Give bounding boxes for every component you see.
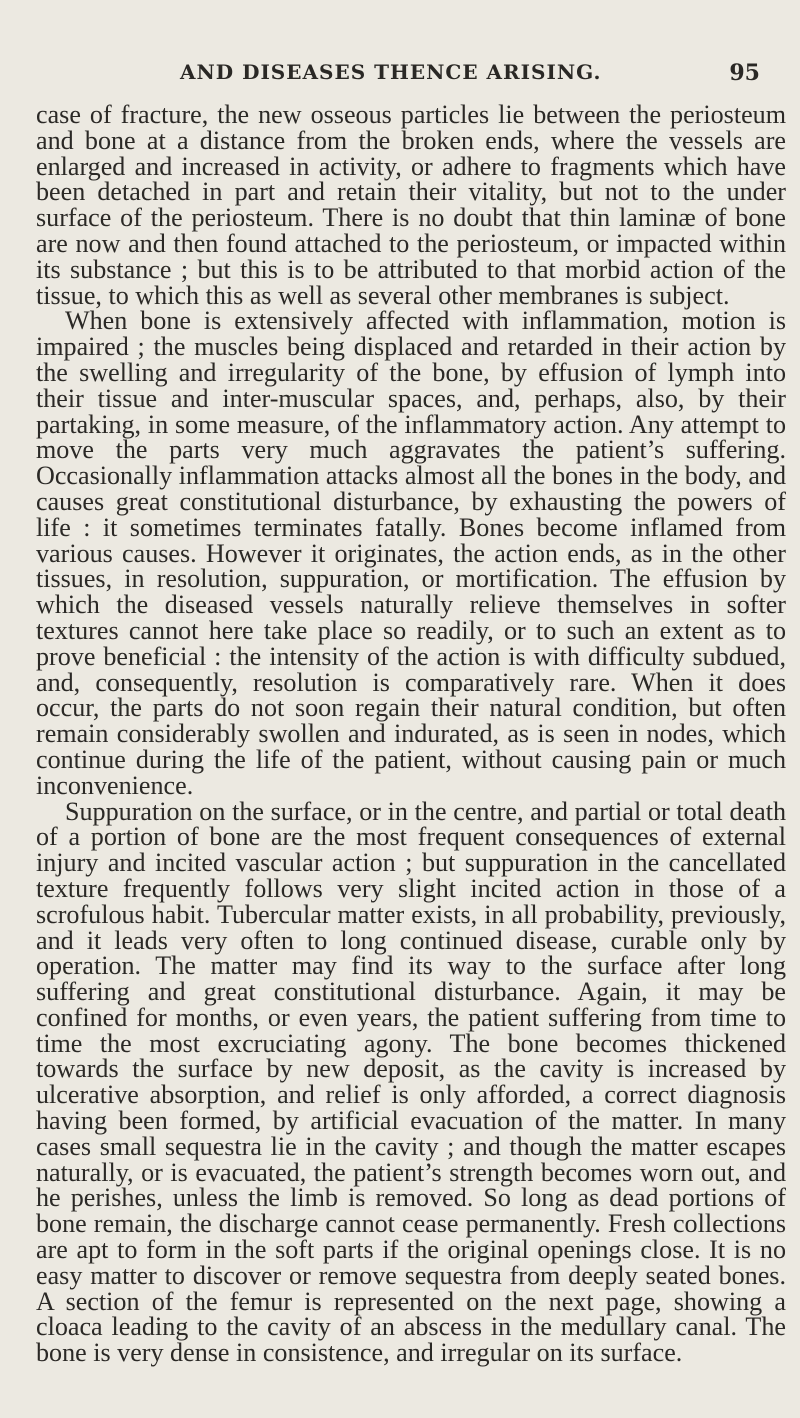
body-text xyxy=(36,102,786,1366)
paragraph-continuation: case of fracture, the new osseous particles lie between the periosteum and bone at a distance from the broken ends, where the vessels are enlarged and increased in activity, or adhere to fragments which have been detached in part and retain their vitality, but not to the under surface of the periosteum. There is no doubt that thin laminæ of bone are now and then found attached to the periosteum, or impacted within its substance ; but this is to be attributed to that morbid action of the tissue, to which this as well as several other membranes is subject. xyxy=(36,100,786,310)
page-number: 95 xyxy=(729,60,760,86)
running-title: AND DISEASES THENCE ARISING. xyxy=(180,60,602,84)
running-head xyxy=(0,60,800,90)
paragraph-inflammation: When bone is extensively affected with inflammation, motion is impaired ; the muscles being displaced and retarded in their action by the swelling and irregularity of the bone, by effusion of lymph into their tissue and inter-muscular spaces, and, perhaps, also, by their partaking, in some measure, of the inflammatory action. Any attempt to move the parts very much aggravates the patient’s suffering. Occasionally inflammation attacks almost all the bones in the body, and causes great constitutional disturbance, by exhausting the powers of life : it sometimes terminates fatally. Bones become inflamed from various causes. However it originates, the action ends, as in the other tissues, in resolution, suppuration, or mortification. The effusion by which the diseased vessels naturally relieve themselves in softer textures cannot here take place so readily, or to such an extent as to prove beneficial : the intensity of the action is with difficulty subdued, and, consequently, resolution is comparatively rare. When it does occur, the parts do not soon regain their natural condition, but often remain considerably swollen and indurated, as is seen in nodes, which continue during the life of the patient, without causing pain or much inconvenience. xyxy=(36,306,786,800)
paragraph-suppuration: Suppuration on the surface, or in the centre, and partial or total death of a portion of bone are the most frequent consequences of external injury and incited vascular action ; but suppuration in the cancellated texture frequently follows very slight incited action in those of a scrofulous habit. Tubercular matter exists, in all probability, previously, and it leads very often to long continued disease, curable only by operation. The matter may find its way to the surface after long suffering and great constitutional disturbance. Again, it may be confined for months, or even years, the patient suffering from time to time the most excruciating agony. The bone becomes thickened towards the surface by new deposit, as the cavity is increased by ulcerative absorption, and relief is only afforded, a correct diagnosis having been formed, by artificial evacuation of the matter. In many cases small sequestra lie in the cavity ; and though the matter escapes naturally, or is evacuated, the patient’s strength becomes worn out, and he perishes, unless the limb is removed. So long as dead portions of bone remain, the discharge cannot cease permanently. Fresh collections are apt to form in the soft parts if the original openings close. It is no easy matter to discover or remove sequestra from deeply seated bones. A section of the femur is represented on the next page, showing a cloaca leading to the cavity of an abscess in the medullary canal. The bone is very dense in consistence, and irregular on its surface. xyxy=(36,796,786,1368)
